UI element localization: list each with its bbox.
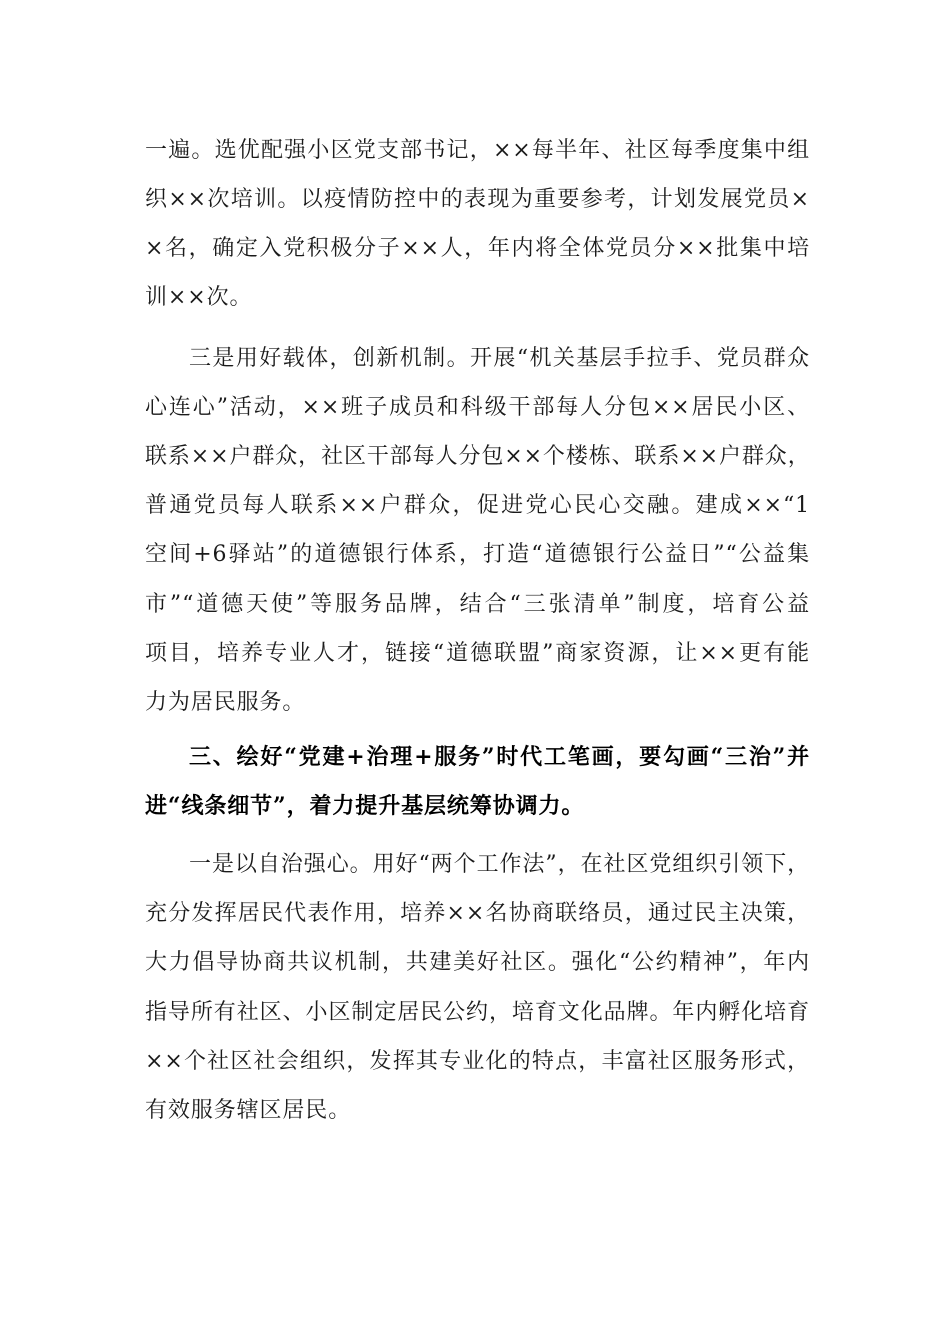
- paragraph-line: 指导所有社区、小区制定居民公约，培育文化品牌。年内孵化培育: [145, 1000, 810, 1025]
- paragraph-line: 心连心”活动，××班子成员和科级干部每人分包××居民小区、: [145, 395, 810, 420]
- paragraph-line: 织××次培训。以疫情防控中的表现为重要参考，计划发展党员×: [145, 187, 810, 212]
- paragraph-line: 普通党员每人联系××户群众，促进党心民心交融。建成××“1: [145, 493, 810, 518]
- paragraph-line: ×名，确定入党积极分子××人，年内将全体党员分××批集中培: [145, 236, 810, 261]
- paragraph-line: 训××次。: [145, 285, 253, 310]
- paragraph-line: 大力倡导协商共议机制，共建美好社区。强化“公约精神”，年内: [145, 950, 810, 975]
- paragraph-line: 市”“道德天使”等服务品牌，结合“三张清单”制度，培育公益: [145, 592, 810, 617]
- paragraph-line: 有效服务辖区居民。: [145, 1098, 352, 1123]
- paragraph-line: 三是用好载体，创新机制。开展“机关基层手拉手、党员群众: [189, 346, 810, 371]
- paragraph-line: 一遍。选优配强小区党支部书记，××每半年、社区每季度集中组: [145, 138, 810, 163]
- paragraph-line: ××个社区社会组织，发挥其专业化的特点，丰富社区服务形式，: [145, 1049, 810, 1074]
- paragraph-line: 空间+6驿站”的道德银行体系，打造“道德银行公益日”“公益集: [145, 542, 810, 567]
- paragraph-line: 充分发挥居民代表作用，培养××名协商联络员，通过民主决策，: [145, 901, 810, 926]
- paragraph-line: 联系××户群众，社区干部每人分包××个楼栋、联系××户群众，: [145, 444, 811, 469]
- paragraph-line: 一是以自治强心。用好“两个工作法”，在社区党组织引领下，: [189, 852, 810, 877]
- paragraph-line: 力为居民服务。: [145, 690, 306, 715]
- paragraph-line: 项目，培养专业人才，链接“道德联盟”商家资源，让××更有能: [145, 641, 810, 666]
- section-heading: 进“线条细节”，着力提升基层统筹协调力。: [145, 793, 585, 819]
- section-heading: 三、绘好“党建+治理+服务”时代工笔画，要勾画“三治”并: [189, 744, 810, 770]
